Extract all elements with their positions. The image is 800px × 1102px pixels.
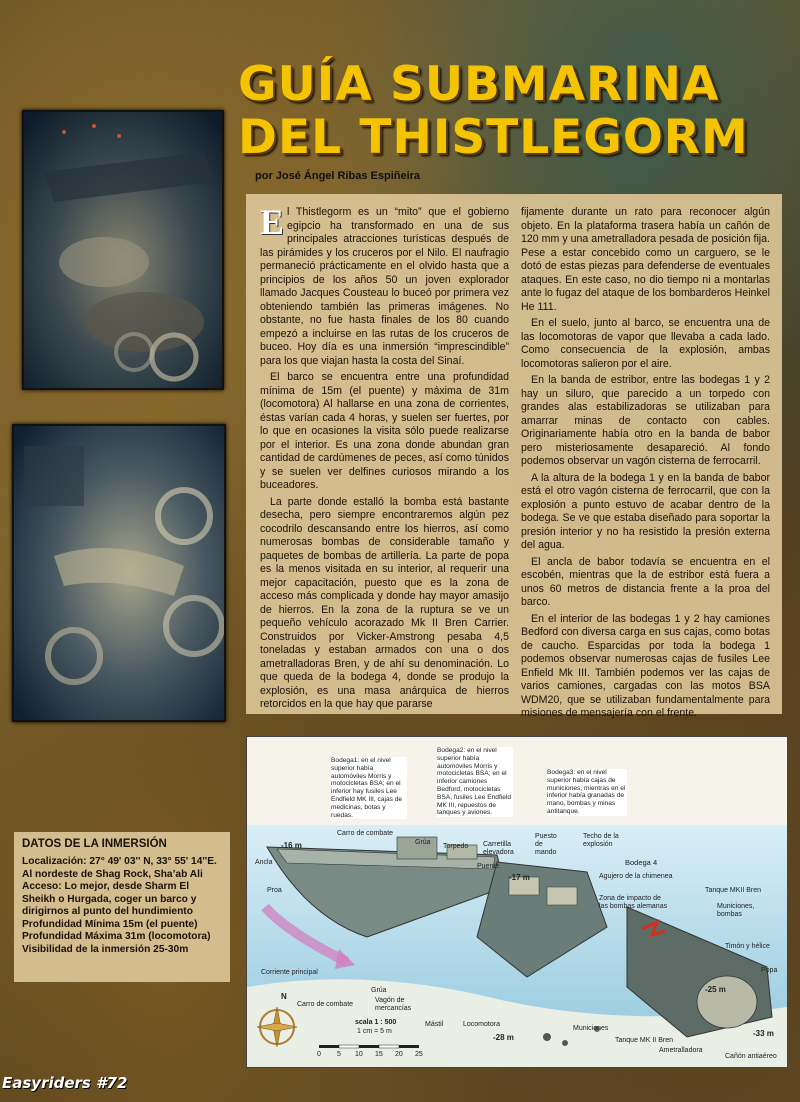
depth-25: -25 m <box>705 985 726 994</box>
label-mastil: Mástil <box>425 1021 444 1028</box>
label-grua-bottom: Grúa <box>371 987 387 994</box>
scale-tick: 25 <box>415 1051 423 1058</box>
label-carro-bottom: Carro de combate <box>297 1001 354 1008</box>
depth-28: -28 m <box>493 1033 514 1042</box>
scale-tick: 5 <box>337 1051 341 1058</box>
paragraph: A la altura de la bodega 1 y en la banda de babor está el otro vagón cisterna de ferrocarril, que con la explosión a punto estuvo de acabar dentro de la bodega. Se ve que estaba diseñado para soportar la presión interior y no ha resistido la presión externa del agua. <box>521 471 770 551</box>
label-carro-top: Carro de combate <box>337 830 394 837</box>
label-escala: scala 1 : 500 <box>355 1019 397 1026</box>
wreck-illustration <box>247 737 787 1067</box>
label-municiones-right: Municiones, bombas <box>717 903 755 918</box>
depth-33: -33 m <box>753 1029 774 1038</box>
label-puesto-mando: Puesto de mando <box>535 833 557 856</box>
label-ancla: Ancla <box>255 859 273 866</box>
scale-tick: 15 <box>375 1051 383 1058</box>
label-techo: Techo de la explosión <box>583 833 619 848</box>
label-torpedo: Torpedo <box>443 843 469 850</box>
label-vagon: Vagón de mercancías <box>375 997 412 1012</box>
paragraph: En la banda de estribor, entre las bodegas 1 y 2 hay un siluro, que parecido a un torpedo con grandes alas estabilizadoras se utilizaban para amarrar minas de contacto con cables. Originariamente había otro en la banda de babor pero misteriosamente desapareció. Al fondo podemos observar un vagón cisterna de ferrocarril. <box>521 374 770 467</box>
label-ametralladora: Ametralladora <box>659 1047 703 1054</box>
scale-tick: 10 <box>355 1051 363 1058</box>
paragraph: En el interior de las bodegas 1 y 2 hay camiones Bedford con diversa carga en sus cajas, como botas de caucho. Esparcidas por toda la bodega 1 podemos observar numerosas cajas de fusiles Lee Enfield Mk III. También podemos ver las cajas de varios camiones, cargadas con las motos BSA WDM20, que se utilizaban fundamentalmente para misiones de mensajería con el frente. <box>521 612 770 719</box>
paragraph: El Thistlegorm es un “mito” que el gobierno egipcio ha transformado en una de sus principales atracciones turísticas después de las pirámides y los cruceros por el Nilo. El naufragio permaneció prácticamente en el olvido hasta que a principios de los años 50 un joven explorador llamado Jacques Cousteau lo buceó por primera vez obteniendo también las primeras imágenes. No obstante, no fue hasta finales de los 80 cuando empezó a incluirse en las rutas de los cruceros de buceo. Hoy día es una inmersión “imprescindible” para los que viajan hasta la costa del Sinaí. <box>260 202 509 367</box>
wreck-diagram <box>246 736 788 1068</box>
label-escala-2: 1 cm = 5 m <box>357 1028 392 1035</box>
depth-17: -17 m <box>509 873 530 882</box>
title-line-1: GUÍA SUBMARINA <box>238 57 720 112</box>
column-1 <box>260 202 509 710</box>
dive-data-line: Profundidad Mínima 15m (el puente) <box>22 918 198 930</box>
label-grua-top: Grúa <box>415 839 431 846</box>
label-locomotora: Locomotora <box>463 1021 500 1028</box>
depth-16: -16 m <box>281 841 302 850</box>
label-tanque-top: Tanque MKII Bren <box>705 887 762 894</box>
dive-data-line: Visibilidad de la inmersión 25-30m <box>22 943 189 955</box>
article-title <box>238 58 758 164</box>
label-canon: Cañón antiaéreo <box>725 1053 777 1060</box>
wreck-photo-1 <box>22 110 224 390</box>
byline: por José Ángel Ribas Espiñeira <box>255 170 421 182</box>
label-proa: Proa <box>267 887 282 894</box>
label-puente: Puente <box>477 863 500 870</box>
compass-n-label: N <box>281 992 287 1001</box>
dive-data-line: Acceso: Lo mejor, desde Sharm El Sheikh o Hurgada, coger un barco y dirigirnos al punto del hundimiento <box>22 881 197 917</box>
page-number: #72 <box>96 1074 128 1092</box>
bodega1-note: Bodega1: en el nivel superior había automóviles Morris y motocicletas BSA; en el inferior hay fusiles Lee Endfield MK III, cajas de medicinas, botas y ruedas. <box>331 757 407 819</box>
magazine-name: Easyriders <box>2 1074 91 1092</box>
dive-data-heading: DATOS DE LA INMERSIÓN <box>22 838 167 850</box>
paragraph: La parte donde estalló la bomba está bastante desecha, pero siempre encontraremos algún pez cocodrilo descansando entre los hierros, así como numerosas bombas de considerable tamaño y paquetes de bombas de artillería. La parte de popa es la menos visitada en su interior, al requerir una mejor capacitación, puesto que es la zona de acceso más complicada y donde hay mayor amasijo de hierros. En la zona de la ruptura se ve un pequeño vehículo acorazado Mk II Bren Carrier. Construidos por Vicker-Amstrong pesaba 4,5 toneladas y estaban armados con una o dos ametralladoras Bren, y de ahí su denominación. Lo que queda de la bodega 4, donde se produjo la explosión, es una masa anárquica de hierros retorcidos en la que hay que pararse <box>260 495 509 710</box>
dive-data-line: Profundidad Máxima 31m (locomotora) <box>22 931 211 942</box>
dive-data-line: Localización: 27° 49' 03'' N, 33° 55' 14''E. <box>22 856 217 867</box>
title-line-2: DEL THISTLEGORM <box>238 110 749 165</box>
page-footer <box>2 1074 127 1092</box>
scale-tick: 0 <box>317 1051 321 1058</box>
label-timon: Timón y hélice <box>725 943 770 950</box>
bodega3-note: Bodega3: en el nivel superior había cajas de municiones, mientras en el inferior había granadas de mano, bombas y minas antitanque. <box>547 769 626 815</box>
wreck-photo-2 <box>12 424 226 722</box>
scale-bar <box>319 1045 419 1048</box>
label-popa: Popa <box>761 967 778 974</box>
paragraph: fijamente durante un rato para reconocer algún objeto. En la plataforma trasera había un cañón de 120 mm y una ametralladora pesada de posición fija. Pese a estar concebido como un carguero, se le dotó de estas piezas para defenderse de eventuales ataques. En este caso, no dio tiempo ni a montarlas ante lo fugaz del ataque de los bombarderos Heinkel He 111. <box>521 206 770 313</box>
paragraph: El ancla de babor todavía se encuentra en el escobén, mientras que la de estribor está fuera a unos 60 metros de distancia frente a la proa del barco. <box>521 555 770 608</box>
label-zona-impacto: Zona de impacto de las bombas alemanas <box>599 895 668 910</box>
label-agujero: Agujero de la chimenea <box>599 873 673 880</box>
label-carretilla: Carretilla elevadora <box>483 841 514 856</box>
dive-data-box <box>14 832 230 982</box>
bodega2-note: Bodega2: en el nivel superior había automóviles Morris y motocicletas BSA; en el inferior camiones Bedford, motocicletas BSA, fusiles Lee Endfield MK III, repuestos de tanques y aviones. <box>437 747 512 817</box>
scale-tick: 20 <box>395 1051 403 1058</box>
label-tanque-bottom: Tanque MK II Bren <box>615 1037 673 1044</box>
label-corriente: Corriente principal <box>261 969 318 976</box>
article-body <box>246 194 782 719</box>
paragraph: En el suelo, junto al barco, se encuentra una de las locomotoras de vapor que llevaba a cada lado. Como consecuencia de la explosión, ambas locomotoras salieron por el aire. <box>521 317 770 370</box>
paragraph: El barco se encuentra entre una profundidad mínima de 15m (el puente) y máxima de 31m (locomotora) Al hallarse en una zona de corrientes, éstas varían cada 4 horas, y suelen ser fuertes, por lo que en ocasiones la visita sólo puede realizarse por el interior. Es una zona donde abundan gran cantidad de cardúmenes de peces, así como túnidos y se suelen ver delfines curiosos mirando a los buceadores. <box>260 371 509 491</box>
label-municiones-bottom: Municiones <box>573 1025 609 1032</box>
drop-cap: E <box>260 202 285 242</box>
dive-data-line: Al nordeste de Shag Rock, Sha’ab Ali <box>22 868 203 880</box>
column-2 <box>521 206 770 719</box>
label-bodega4: Bodega 4 <box>625 858 658 867</box>
